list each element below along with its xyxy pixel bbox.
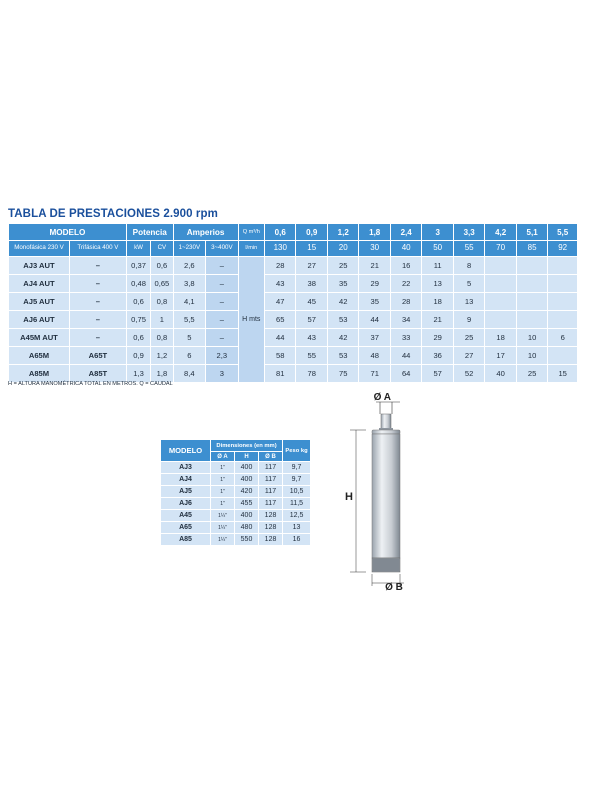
dim-weight: 16 — [283, 534, 311, 546]
head-value — [485, 293, 516, 311]
head-value: 9 — [453, 311, 484, 329]
model-tri: – — [69, 257, 126, 275]
power-cv: 0,8 — [151, 329, 173, 347]
model-tri: A85T — [69, 365, 126, 383]
amps-230v: 8,4 — [173, 365, 206, 383]
dim-model: A85 — [161, 534, 211, 546]
model-tri: – — [69, 275, 126, 293]
dim-a: 1" — [211, 462, 235, 474]
amps-400v: – — [206, 275, 239, 293]
head-value — [485, 275, 516, 293]
dim-model: AJ3 — [161, 462, 211, 474]
model-tri: – — [69, 293, 126, 311]
head-value: 53 — [327, 311, 358, 329]
q-value: 2,4 — [390, 224, 421, 241]
head-value: 42 — [327, 293, 358, 311]
dim-a: 1¼" — [211, 522, 235, 534]
head-value: 25 — [516, 365, 547, 383]
amps-230v: 6 — [173, 347, 206, 365]
dim-model: AJ5 — [161, 486, 211, 498]
header-amperios: Amperios — [173, 224, 238, 241]
dimensions-row — [161, 486, 311, 498]
head-value: 43 — [265, 275, 296, 293]
head-value — [548, 293, 578, 311]
lmin-value: 40 — [390, 241, 421, 257]
amps-230v: 2,6 — [173, 257, 206, 275]
header-trifasica: Trifásica 400 V — [69, 241, 126, 257]
head-value: 40 — [485, 365, 516, 383]
dim-weight: 10,5 — [283, 486, 311, 498]
head-value: 52 — [453, 365, 484, 383]
power-kw: 0,48 — [126, 275, 150, 293]
head-value: 11 — [422, 257, 453, 275]
head-value: 27 — [453, 347, 484, 365]
head-value — [516, 275, 547, 293]
lmin-value: 50 — [422, 241, 453, 257]
head-value — [548, 275, 578, 293]
head-value: 53 — [327, 347, 358, 365]
head-value: 27 — [296, 257, 327, 275]
head-value: 71 — [359, 365, 390, 383]
head-value: 17 — [485, 347, 516, 365]
head-value: 16 — [390, 257, 421, 275]
header-modelo: MODELO — [9, 224, 127, 241]
dim-weight: 12,5 — [283, 510, 311, 522]
q-value: 3,3 — [453, 224, 484, 241]
q-value: 4,2 — [485, 224, 516, 241]
dim-b: 128 — [259, 522, 283, 534]
head-value: 25 — [327, 257, 358, 275]
q-value: 1,2 — [327, 224, 358, 241]
head-value: 13 — [453, 293, 484, 311]
label-dia-b: Ø B — [385, 582, 403, 593]
power-kw: 1,3 — [126, 365, 150, 383]
head-value: 10 — [516, 329, 547, 347]
q-value: 1,8 — [359, 224, 390, 241]
power-kw: 0,9 — [126, 347, 150, 365]
lmin-value: 30 — [359, 241, 390, 257]
performance-subheader-row — [9, 241, 578, 257]
q-value: 0,9 — [296, 224, 327, 241]
power-kw: 0,75 — [126, 311, 150, 329]
head-label: H mts — [238, 257, 264, 383]
head-value — [516, 257, 547, 275]
header-h: H — [235, 452, 259, 462]
header-modelo: MODELO — [161, 440, 211, 462]
performance-table — [8, 223, 578, 383]
dim-b: 117 — [259, 474, 283, 486]
head-value: 48 — [359, 347, 390, 365]
power-cv: 1,2 — [151, 347, 173, 365]
dimensions-row — [161, 534, 311, 546]
amps-400v: 3 — [206, 365, 239, 383]
head-value: 45 — [296, 293, 327, 311]
head-value: 18 — [422, 293, 453, 311]
amps-400v: 2,3 — [206, 347, 239, 365]
dim-model: A65 — [161, 522, 211, 534]
header-kw: kW — [126, 241, 150, 257]
lmin-value: 55 — [453, 241, 484, 257]
head-value — [485, 311, 516, 329]
power-kw: 0,6 — [126, 293, 150, 311]
header-potencia: Potencia — [126, 224, 173, 241]
head-value: 33 — [390, 329, 421, 347]
head-value: 21 — [422, 311, 453, 329]
performance-row — [9, 311, 578, 329]
amps-400v: – — [206, 311, 239, 329]
amps-400v: – — [206, 293, 239, 311]
label-h: H — [345, 491, 353, 503]
performance-row — [9, 365, 578, 383]
performance-row — [9, 329, 578, 347]
dimension-h-indicator — [345, 430, 366, 572]
amps-400v: – — [206, 329, 239, 347]
head-value: 5 — [453, 275, 484, 293]
header-lmin: l/min — [238, 241, 264, 257]
model-tri: A65T — [69, 347, 126, 365]
head-value — [516, 311, 547, 329]
head-value: 28 — [390, 293, 421, 311]
power-cv: 0,65 — [151, 275, 173, 293]
model-mono: AJ4 AUT — [9, 275, 70, 293]
dimensions-row — [161, 510, 311, 522]
head-value: 29 — [359, 275, 390, 293]
dim-h: 420 — [235, 486, 259, 498]
performance-row — [9, 275, 578, 293]
header-cv: CV — [151, 241, 173, 257]
head-value: 58 — [265, 347, 296, 365]
amps-230v: 5 — [173, 329, 206, 347]
dim-b: 117 — [259, 498, 283, 510]
head-value: 81 — [265, 365, 296, 383]
head-value: 35 — [327, 275, 358, 293]
dim-weight: 13 — [283, 522, 311, 534]
dim-a: 1¼" — [211, 510, 235, 522]
power-cv: 1 — [151, 311, 173, 329]
dimensions-row — [161, 498, 311, 510]
head-value: 65 — [265, 311, 296, 329]
dim-weight: 11,5 — [283, 498, 311, 510]
dim-model: AJ6 — [161, 498, 211, 510]
head-value: 15 — [548, 365, 578, 383]
performance-row — [9, 257, 578, 275]
power-kw: 0,6 — [126, 329, 150, 347]
amps-230v: 3,8 — [173, 275, 206, 293]
dimensions-row — [161, 462, 311, 474]
lmin-value: 15 — [296, 241, 327, 257]
q-value: 5,5 — [548, 224, 578, 241]
lmin-value: 20 — [327, 241, 358, 257]
power-cv: 1,8 — [151, 365, 173, 383]
head-value: 36 — [422, 347, 453, 365]
head-value — [485, 257, 516, 275]
table-note: H = ALTURA MANOMÉTRICA TOTAL EN METROS. Q = CAUDAL — [8, 381, 173, 387]
head-value — [548, 257, 578, 275]
q-value: 0,6 — [265, 224, 296, 241]
header-q: Q m³/h — [238, 224, 264, 241]
dim-h: 480 — [235, 522, 259, 534]
head-value: 18 — [485, 329, 516, 347]
head-value: 10 — [516, 347, 547, 365]
head-value: 35 — [359, 293, 390, 311]
dimension-a-indicator — [374, 392, 400, 414]
pump-drawing — [345, 390, 418, 600]
dim-h: 455 — [235, 498, 259, 510]
head-value: 37 — [359, 329, 390, 347]
head-value: 44 — [265, 329, 296, 347]
dim-h: 400 — [235, 474, 259, 486]
head-value: 43 — [296, 329, 327, 347]
head-value: 29 — [422, 329, 453, 347]
dimensions-row — [161, 474, 311, 486]
lmin-value: 130 — [265, 241, 296, 257]
dim-h: 400 — [235, 510, 259, 522]
header-dia-a: Ø A — [211, 452, 235, 462]
head-value: 55 — [296, 347, 327, 365]
model-tri: – — [69, 329, 126, 347]
dim-weight: 9,7 — [283, 474, 311, 486]
dimension-b-indicator — [372, 574, 404, 593]
model-mono: AJ6 AUT — [9, 311, 70, 329]
header-peso: Peso kg — [283, 440, 311, 462]
performance-row — [9, 347, 578, 365]
dim-b: 117 — [259, 462, 283, 474]
model-mono: AJ5 AUT — [9, 293, 70, 311]
header-dimensiones: Dimensiones (en mm) — [211, 440, 283, 452]
dim-b: 117 — [259, 486, 283, 498]
amps-230v: 5,5 — [173, 311, 206, 329]
header-a1: 1~230V — [173, 241, 206, 257]
page-title: TABLA DE PRESTACIONES 2.900 rpm — [8, 208, 218, 220]
head-value: 64 — [390, 365, 421, 383]
head-value: 75 — [327, 365, 358, 383]
head-value — [516, 293, 547, 311]
pump-outlet — [379, 414, 393, 431]
pump-body — [372, 430, 400, 572]
dimensions-row — [161, 522, 311, 534]
head-value: 8 — [453, 257, 484, 275]
head-value: 47 — [265, 293, 296, 311]
power-cv: 0,8 — [151, 293, 173, 311]
head-value: 25 — [453, 329, 484, 347]
dim-h: 400 — [235, 462, 259, 474]
dim-b: 128 — [259, 510, 283, 522]
head-value: 57 — [422, 365, 453, 383]
power-kw: 0,37 — [126, 257, 150, 275]
q-value: 5,1 — [516, 224, 547, 241]
head-value — [548, 347, 578, 365]
model-mono: A45M AUT — [9, 329, 70, 347]
header-monofasica: Monofásica 230 V — [9, 241, 70, 257]
dim-a: 1" — [211, 474, 235, 486]
dim-a: 1" — [211, 486, 235, 498]
amps-400v: – — [206, 257, 239, 275]
performance-row — [9, 293, 578, 311]
head-value: 38 — [296, 275, 327, 293]
model-mono: AJ3 AUT — [9, 257, 70, 275]
lmin-value: 92 — [548, 241, 578, 257]
head-value: 13 — [422, 275, 453, 293]
dimensions-table — [160, 439, 311, 546]
head-value — [548, 311, 578, 329]
head-value: 22 — [390, 275, 421, 293]
label-dia-a: Ø A — [373, 392, 391, 403]
header-dia-b: Ø B — [259, 452, 283, 462]
dim-model: AJ4 — [161, 474, 211, 486]
model-tri: – — [69, 311, 126, 329]
amps-230v: 4,1 — [173, 293, 206, 311]
head-value: 28 — [265, 257, 296, 275]
dim-h: 550 — [235, 534, 259, 546]
head-value: 21 — [359, 257, 390, 275]
head-value: 6 — [548, 329, 578, 347]
lmin-value: 70 — [485, 241, 516, 257]
dim-weight: 9,7 — [283, 462, 311, 474]
performance-header-row — [9, 224, 578, 241]
header-a3: 3~400V — [206, 241, 239, 257]
head-value: 34 — [390, 311, 421, 329]
head-value: 78 — [296, 365, 327, 383]
head-value: 44 — [359, 311, 390, 329]
dim-model: A45 — [161, 510, 211, 522]
q-value: 3 — [422, 224, 453, 241]
model-mono: A85M — [9, 365, 70, 383]
model-mono: A65M — [9, 347, 70, 365]
lmin-value: 85 — [516, 241, 547, 257]
dim-a: 1¼" — [211, 534, 235, 546]
head-value: 57 — [296, 311, 327, 329]
head-value: 42 — [327, 329, 358, 347]
head-value: 44 — [390, 347, 421, 365]
dimensions-header-row — [161, 440, 311, 452]
dim-a: 1" — [211, 498, 235, 510]
power-cv: 0,6 — [151, 257, 173, 275]
dim-b: 128 — [259, 534, 283, 546]
